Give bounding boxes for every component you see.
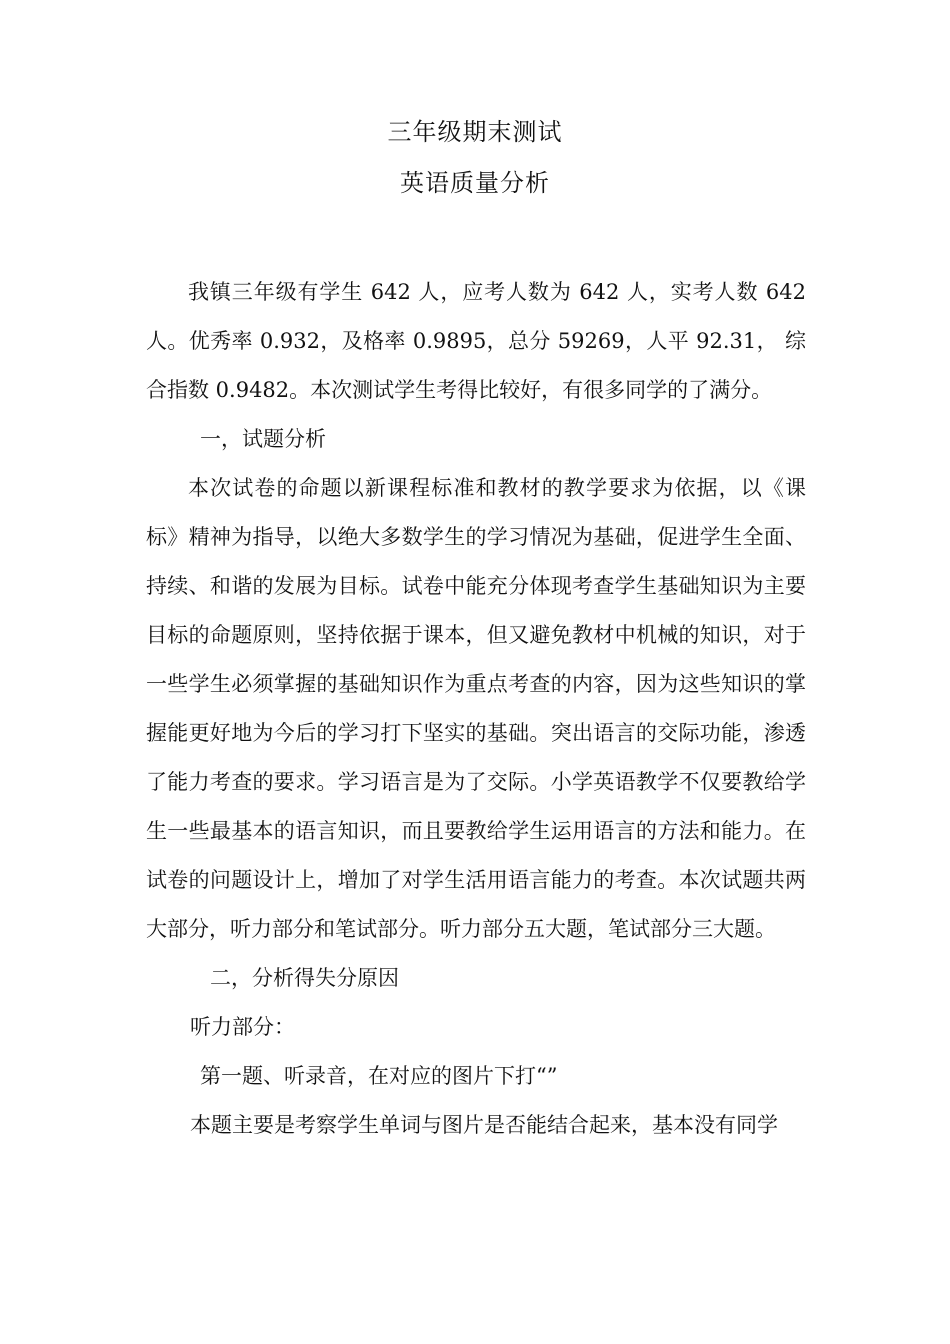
document-title-line1: 三年级期末测试 [387,118,563,146]
paragraph-question-analysis: 本次试卷的命题以新课程标准和教材的教学要求为依据，以《课标》精神为指导，以绝大多数学生的学习情况为基础，促进学生全面、持续、和谐的发展为目标。试卷中能充分体现考查学生基础知识为主要目标的命题原则，坚持依据于课本，但又避免教材中机械的知识，对于一些学生必须掌握的基础知识作为重点考查的内容，因为这些知识的掌握能更好地为今后的学习打下坚实的基础。突出语言的交际功能，渗透了能力考查的要求。学习语言是为了交际。小学英语教学不仅要教给学生一些最基本的语言知识，而且要教给学生运用语言的方法和能力。在试卷的问题设计上，增加了对学生活用语言能力的考查。本次试题共两大部分，听力部分和笔试部分。听力部分五大题，笔试部分三大题。 [146,476,806,941]
subheading-listening: 听力部分： [190,1015,295,1039]
section-heading-question-analysis: 一，试题分析 [200,427,326,451]
document-title-line2: 英语质量分析 [400,169,550,197]
section-heading-score-causes: 二，分析得失分原因 [210,966,399,990]
question-one-heading: 第一题、听录音，在对应的图片下打“” [200,1064,558,1088]
paragraph-enrollment-stats: 我镇三年级有学生 642 人，应考人数为 642 人，实考人数 642 人。优秀率 0.932，及格率 0.9895，总分 59269，人平 92.31， 综合指数 0.9482。本次测试学生考得比较好，有很多同学的了满分。 [146,280,806,402]
document-body [146,268,806,1150]
paragraph-question-one: 本题主要是考察学生单词与图片是否能结合起来，基本没有同学 [190,1113,778,1137]
